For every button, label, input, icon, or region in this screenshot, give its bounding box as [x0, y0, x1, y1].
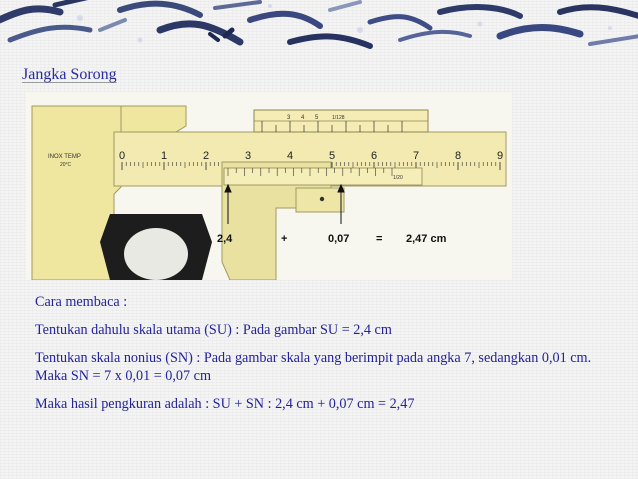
- main-scale-number: 8: [455, 150, 462, 162]
- top-scale-number: 5: [315, 115, 319, 121]
- sn-value: 0,07: [328, 233, 350, 245]
- main-scale-number: 5: [329, 150, 336, 162]
- main-scale-number: 2: [203, 150, 210, 162]
- vernier-caliper-figure: [26, 92, 512, 280]
- temperature-label: 20°C: [60, 162, 72, 168]
- decorative-banner: [0, 0, 638, 60]
- main-scale-number: 4: [287, 150, 294, 162]
- instructions-heading: Cara membaca :: [35, 294, 128, 310]
- equals-sign: =: [376, 233, 383, 245]
- plus-sign: +: [281, 233, 288, 245]
- main-scale-number: 3: [245, 150, 252, 162]
- index-label: INOX TEMP: [48, 154, 81, 160]
- top-scale-fraction: 1/128: [332, 115, 345, 121]
- result-step: Maka hasil pengkuran adalah : SU + SN : 2,4 cm + 0,07 cm = 2,47: [35, 396, 415, 412]
- top-scale-number: 4: [301, 115, 305, 121]
- main-scale-number: 7: [413, 150, 420, 162]
- screw-icon: [320, 197, 324, 201]
- main-scale-step: Tentukan dahulu skala utama (SU) : Pada gambar SU = 2,4 cm: [35, 322, 392, 338]
- top-scale-number: 3: [287, 115, 291, 121]
- main-scale-number: 6: [371, 150, 378, 162]
- result-value: 2,47 cm: [406, 233, 447, 245]
- vernier-scale-step: Tentukan skala nonius (SN) : Pada gambar skala yang berimpit pada angka 7, sedangkan 0,01 cm. Maka SN = 7 x 0,01 = 0,07 cm: [35, 350, 592, 384]
- main-scale-number: 1: [161, 150, 168, 162]
- main-scale-number: 9: [497, 150, 504, 162]
- slider-thumb: [296, 188, 344, 212]
- vernier-fraction: 1/20: [393, 175, 403, 181]
- su-value: 2,4: [217, 233, 233, 245]
- slide-title: Jangka Sorong: [22, 66, 117, 83]
- reading-instructions: [35, 293, 620, 413]
- main-scale-number: 0: [119, 150, 126, 162]
- nut-hole: [124, 228, 188, 280]
